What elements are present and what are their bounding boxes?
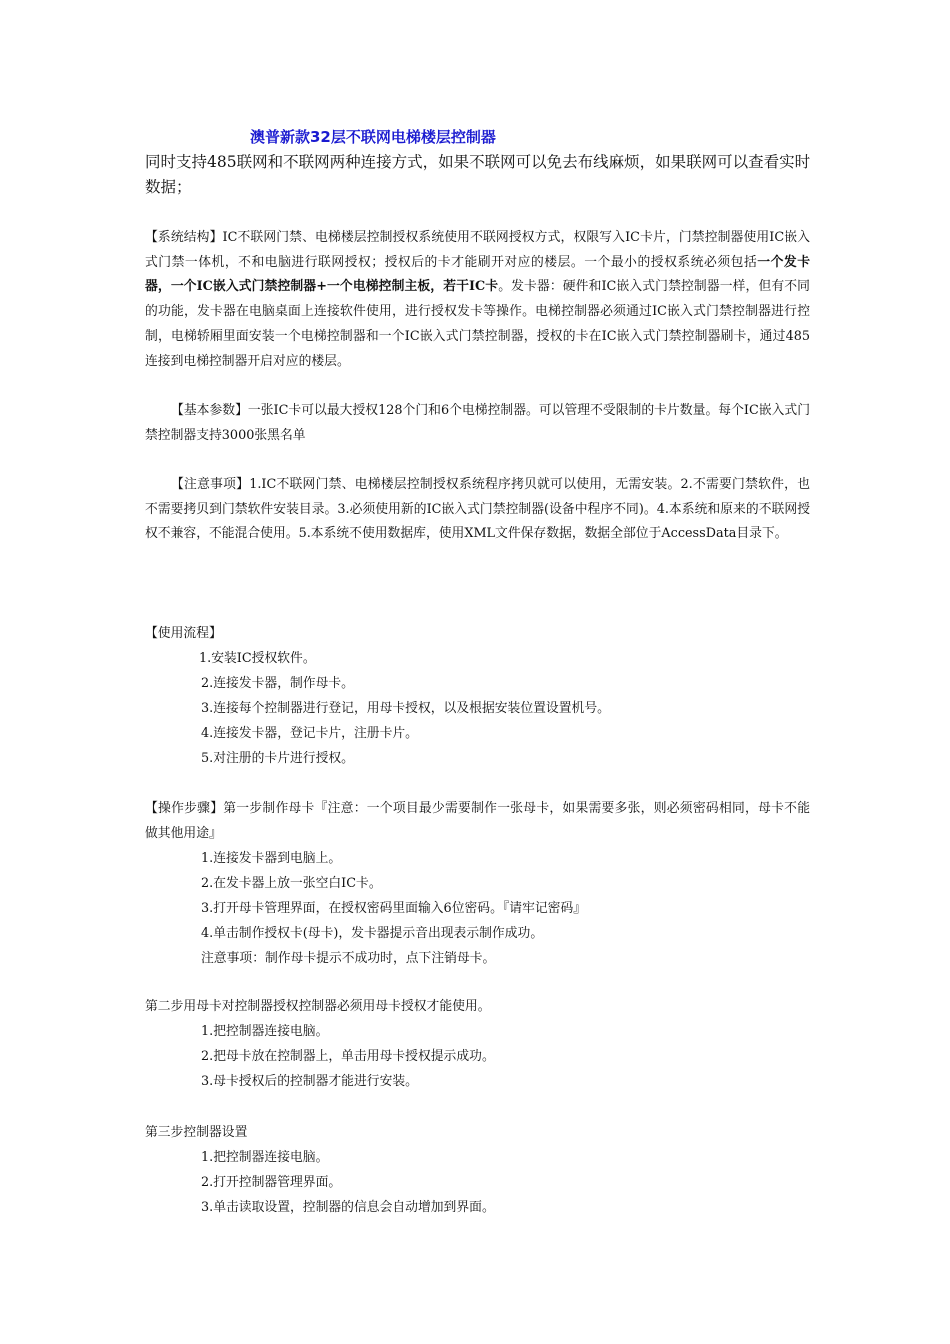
operation-step2-item: 1.把控制器连接电脑。 [201,1024,329,1039]
operation-step1-item: 3.打开母卡管理界面，在授权密码里面输入6位密码。『请牢记密码』 [201,901,587,916]
operation-step3-intro: 第三步控制器设置 [145,1125,248,1140]
system-structure-text-b: 。发卡器：硬件和IC嵌入式门禁控制器一样，但有不同的功能，发卡器在电脑桌面上连接软件使用，进行授权发卡等操作。电梯控制器必须通过IC嵌入式门禁控制器进行控制，电梯轿厢里面安装一个电梯控制器和一个IC嵌入式门禁控制器，授权的卡在IC嵌入式门禁控制器刷卡，通过485连接到电梯控制器开启对应的楼层。 [145,279,810,369]
usage-step: 3.连接每个控制器进行登记，用母卡授权，以及根据安装位置设置机号。 [201,701,610,716]
operation-step1-item: 2.在发卡器上放一张空白IC卡。 [201,876,382,891]
operation-step3-item: 1.把控制器连接电脑。 [201,1150,329,1165]
usage-step: 2.连接发卡器，制作母卡。 [201,676,354,691]
operation-step2-intro: 第二步用母卡对控制器授权控制器必须用母卡授权才能使用。 [145,999,491,1014]
notes-heading: 【注意事项】 [171,477,250,492]
basic-params-heading: 【基本参数】 [171,403,248,418]
operation-step1-intro: 第一步制作母卡『注意：一个项目最少需要制作一张母卡，如果需要多张，则必须密码相同，母卡不能做其他用途』 [145,801,811,841]
operation-step1-item: 1.连接发卡器到电脑上。 [201,851,342,866]
intro-paragraph: 同时支持485联网和不联网两种连接方式，如果不联网可以免去布线麻烦，如果联网可以查看实时数据； [145,153,811,196]
operation-step2-item: 2.把母卡放在控制器上，单击用母卡授权提示成功。 [201,1049,495,1064]
system-structure-text-a: IC不联网门禁、电梯楼层控制授权系统使用不联网授权方式，权限写入IC卡片，门禁控制器使用IC嵌入式门禁一体机，不和电脑进行联网授权；授权后的卡才能刷开对应的楼层。一个最小的授权系统必须包括 [145,230,810,270]
operation-step3-item: 2.打开控制器管理界面。 [201,1175,342,1190]
basic-params-paragraph [145,399,810,448]
system-structure-heading: 【系统结构】 [145,230,223,245]
operation-step2-item: 3.母卡授权后的控制器才能进行安装。 [201,1074,418,1089]
usage-flow-heading: 【使用流程】 [145,626,222,641]
operation-heading: 【操作步骤】 [145,801,224,816]
system-structure-paragraph [145,226,810,374]
document-title: 澳普新款32层不联网电梯楼层控制器 [250,128,496,146]
usage-step: 5.对注册的卡片进行授权。 [201,751,354,766]
operation-step3-item: 3.单击读取设置，控制器的信息会自动增加到界面。 [201,1200,495,1215]
operation-step1-paragraph [145,797,810,846]
system-structure-bold-text: 一个发卡器，一个IC嵌入式门禁控制器+一个电梯控制主板，若干IC卡 [145,254,811,295]
usage-step: 4.连接发卡器，登记卡片，注册卡片。 [201,726,418,741]
usage-step: 1.安装IC授权软件。 [199,651,316,666]
notes-text: 1.IC不联网门禁、电梯楼层控制授权系统程序拷贝就可以使用，无需安装。2.不需要门禁软件，也不需要拷贝到门禁软件安装目录。3.必须使用新的IC嵌入式门禁控制器(设备中程序不同)。4.本系统和原来的不联网授权不兼容，不能混合使用。5.本系统不使用数据库，使用XML文件保存数据，数据全部位于AccessData目录下。 [145,477,811,542]
operation-step1-item: 注意事项：制作母卡提示不成功时，点下注销母卡。 [201,951,496,966]
operation-step1-item: 4.单击制作授权卡(母卡)，发卡器提示音出现表示制作成功。 [201,926,544,941]
notes-paragraph [145,473,810,547]
basic-params-text: 一张IC卡可以最大授权128个门和6个电梯控制器。可以管理不受限制的卡片数量。每个IC嵌入式门禁控制器支持3000张黑名单 [145,403,810,443]
